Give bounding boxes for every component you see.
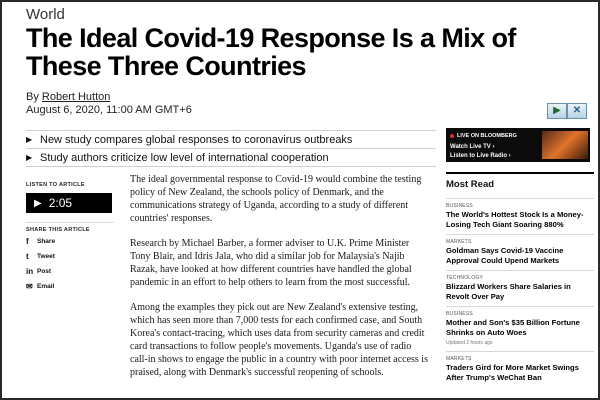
most-read-category: MARKETS [446, 356, 472, 362]
most-read-headline[interactable]: The World's Hottest Stock Is a Money-Losing Tech Giant Soaring 880% [446, 210, 584, 229]
listen-button[interactable] [26, 193, 112, 213]
most-read-category: BUSINESS [446, 311, 473, 317]
article-paragraph: Among the examples they pick out are New Zealand's extensive testing, which has seen more than 7,000 tests for each confirmed case, and South Korea's contact-tracing, which uses data from security cameras and credit card transactions to follow people's movements. Uganda's use of radio call-in shows to engage the public in a country with poor internet access is praised, along with Denmark's successful reopening of schools. [130, 302, 428, 378]
share-item-label: Post [37, 267, 52, 275]
most-read-headline[interactable]: Traders Gird for More Market Swings After Trump's WeChat Ban [446, 363, 579, 382]
bullet-text: New study compares global responses to coronavirus outbreaks [40, 133, 353, 146]
audio-duration: 2:05 [48, 196, 73, 210]
most-read-timestamp: Updated 2 hours ago [446, 340, 493, 346]
listen-label: LISTEN TO ARTICLE [26, 182, 85, 188]
linkedin-icon: in [26, 266, 34, 276]
most-read-item[interactable] [446, 234, 594, 265]
live-tv-promo[interactable] [446, 128, 590, 162]
most-read-headline[interactable]: Mother and Son's $35 Billion Fortune Shrinks on Auto Woes [446, 318, 580, 337]
most-read-headline[interactable]: Goldman Says Covid-19 Vaccine Approval Could Upend Markets [446, 246, 564, 265]
most-read-headline[interactable]: Blizzard Workers Share Salaries in Revolt Over Pay [446, 282, 571, 301]
bullet-arrow-icon: ▶ [26, 153, 33, 162]
play-icon: ▶ [34, 197, 42, 209]
most-read-item[interactable] [446, 198, 594, 229]
most-read-panel [446, 172, 594, 387]
article-paragraph: Research by Michael Barber, a former adviser to U.K. Prime Minister Tony Blair, and Idris Jala, who did a similar job for Malaysia's Najib Razak, have looked at how different countries have handled the global pandemic in an effort to help others to learn from the most successful. [130, 238, 412, 288]
share-item-label: Tweet [37, 252, 55, 260]
promo-thumbnail [542, 131, 588, 159]
article-tools [26, 182, 114, 293]
most-read-category: MARKETS [446, 239, 472, 245]
live-label [450, 133, 517, 139]
byline [26, 91, 110, 103]
email-icon: ✉ [26, 281, 33, 291]
most-read-title: Most Read [446, 179, 495, 190]
summary-bullets [26, 130, 436, 167]
share-linkedin-button[interactable] [26, 264, 114, 278]
most-read-category: TECHNOLOGY [446, 275, 484, 281]
share-item-label: Email [37, 282, 55, 290]
bullet-arrow-icon: ▶ [26, 135, 33, 144]
summary-bullet [26, 131, 436, 149]
page-title: The Ideal Covid-19 Response Is a Mix of These Three Countries [26, 23, 516, 81]
share-email-button[interactable] [26, 279, 114, 293]
facebook-icon: f [26, 236, 29, 246]
summary-bullet [26, 149, 436, 167]
live-label-text: LIVE ON BLOOMBERG [457, 133, 517, 139]
watch-live-link[interactable]: Watch Live TV › [450, 144, 495, 150]
play-icon[interactable]: ▶ [547, 103, 567, 119]
media-controls [547, 103, 587, 119]
article-body [130, 173, 430, 391]
section-label[interactable]: World [26, 6, 65, 23]
publish-date: August 6, 2020, 11:00 AM GMT+6 [26, 104, 192, 116]
most-read-category: BUSINESS [446, 203, 473, 209]
article-paragraph: The ideal governmental response to Covid-19 would combine the testing policy of New Zealand, the schools policy of Denmark, and the communications strategy of Uganda, according to a study of different countries' responses. [130, 174, 422, 224]
live-dot-icon [450, 134, 454, 138]
listen-live-link[interactable]: Listen to Live Radio › [450, 153, 511, 159]
share-label: SHARE THIS ARTICLE [26, 222, 114, 233]
byline-prefix: By [26, 91, 39, 103]
share-twitter-button[interactable] [26, 249, 114, 263]
twitter-icon: t [26, 251, 29, 261]
most-read-item[interactable] [446, 351, 594, 382]
most-read-item[interactable] [446, 270, 594, 301]
author-link[interactable]: Robert Hutton [41, 91, 111, 103]
close-icon[interactable]: ✕ [567, 103, 587, 119]
share-item-label: Share [37, 237, 56, 245]
bullet-text: Study authors criticize low level of international cooperation [40, 151, 329, 164]
most-read-item[interactable] [446, 306, 594, 346]
share-facebook-button[interactable] [26, 234, 114, 248]
